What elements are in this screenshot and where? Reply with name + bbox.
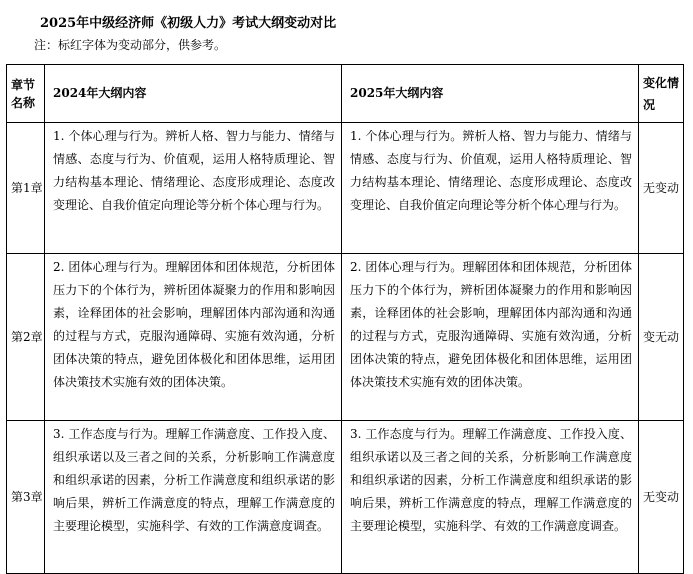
col-header-chapter: 章节名称 — [7, 65, 45, 123]
table-header-row — [7, 65, 684, 123]
col-header-2025: 2025年大纲内容 — [342, 65, 639, 123]
outline-comparison-table — [6, 64, 684, 574]
chapter-cell: 第3章 — [7, 421, 45, 574]
change-status-cell: 无变动 — [639, 421, 684, 574]
col-header-2024: 2024年大纲内容 — [45, 65, 342, 123]
chapter-cell: 第1章 — [7, 123, 45, 254]
change-status-cell: 变无动 — [639, 254, 684, 421]
table-row — [7, 254, 684, 421]
document-note: 注：标红字体为变动部分，供参考。 — [34, 38, 227, 52]
change-status-cell: 无变动 — [639, 123, 684, 254]
new-content-cell: 1. 个体心理与行为。辨析人格、智力与能力、情绪与情感、态度与行为、价值观，运用人格特质理论、智力结构基本理论、情绪理论、态度形成理论、态度改变理论、自我价值定向理论等分析个体心理与行为。 — [342, 123, 639, 254]
table-row — [7, 421, 684, 574]
col-header-change: 变化情况 — [639, 65, 684, 123]
old-content-cell: 2. 团体心理与行为。理解团体和团体规范，分析团体压力下的个体行为，辨析团体凝聚力的作用和影响因素，诠释团体的社会影响，理解团体内部沟通和沟通的过程与方式，克服沟通障碍、实施有效沟通，分析团体决策的特点，避免团体极化和团体思维，运用团体决策技术实施有效的团体决策。 — [45, 254, 342, 421]
new-content-cell: 2. 团体心理与行为。理解团体和团体规范，分析团体压力下的个体行为，辨析团体凝聚力的作用和影响因素，诠释团体的社会影响，理解团体内部沟通和沟通的过程与方式，克服沟通障碍、实施有效沟通，分析团体决策的特点，避免团体极化和团体思维，运用团体决策技术实施有效的团体决策。 — [342, 254, 639, 421]
old-content-cell: 1. 个体心理与行为。辨析人格、智力与能力、情绪与情感、态度与行为、价值观，运用人格特质理论、智力结构基本理论、情绪理论、态度形成理论、态度改变理论、自我价值定向理论等分析个体心理与行为。 — [45, 123, 342, 254]
chapter-cell: 第2章 — [7, 254, 45, 421]
new-content-cell: 3. 工作态度与行为。理解工作满意度、工作投入度、组织承诺以及三者之间的关系，分析影响工作满意度和组织承诺的因素，分析工作满意度和组织承诺的影响后果，辨析工作满意度的特点，理解工作满意度的主要理论模型，实施科学、有效的工作满意度调查。 — [342, 421, 639, 574]
old-content-cell: 3. 工作态度与行为。理解工作满意度、工作投入度、组织承诺以及三者之间的关系，分析影响工作满意度和组织承诺的因素，分析工作满意度和组织承诺的影响后果，辨析工作满意度的特点，理解工作满意度的主要理论模型，实施科学、有效的工作满意度调查。 — [45, 421, 342, 574]
table-row — [7, 123, 684, 254]
document-title: 2025年中级经济师《初级人力》考试大纲变动对比 — [40, 16, 337, 31]
